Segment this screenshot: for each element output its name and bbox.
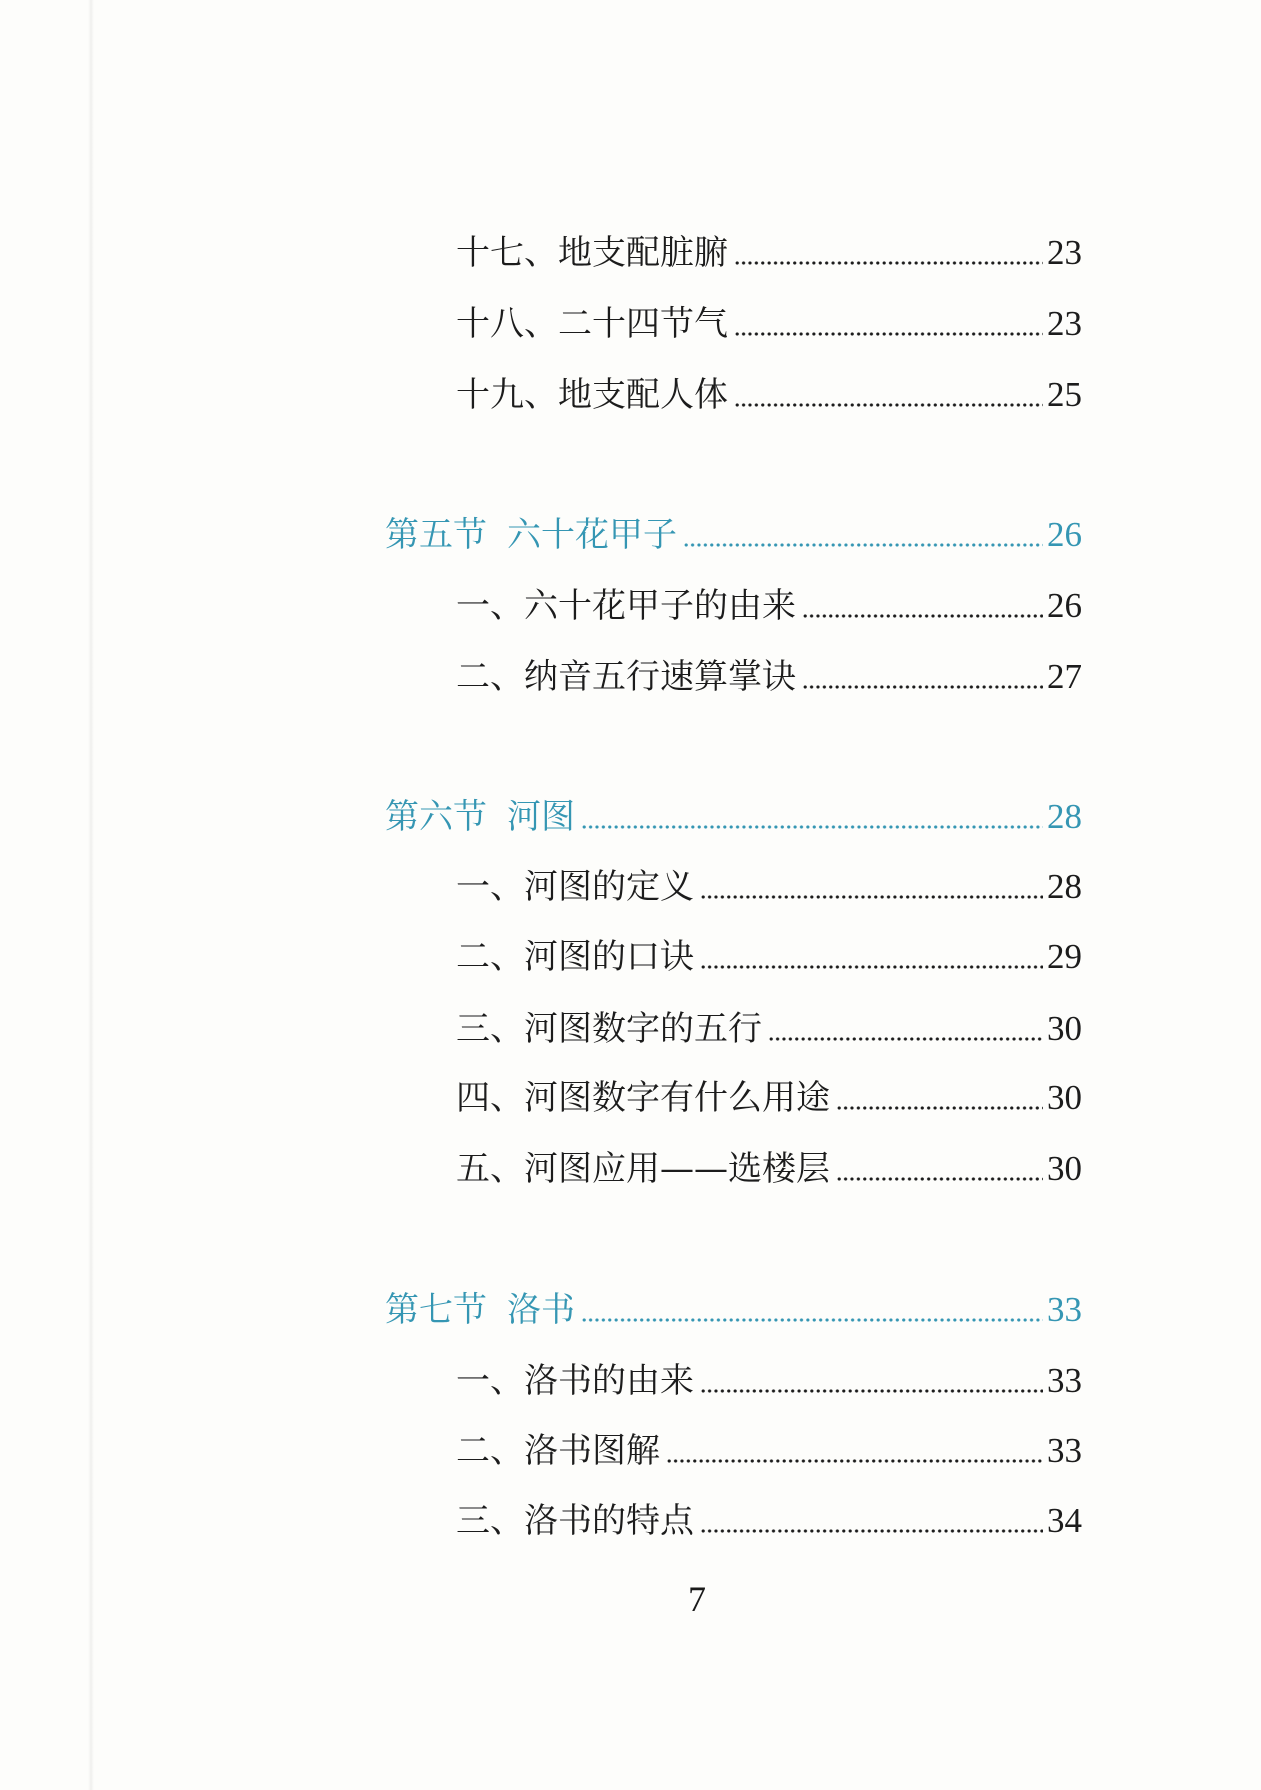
toc-entry — [456, 1006, 1082, 1052]
toc-entry-title: 一、洛书的由来 — [456, 1361, 694, 1401]
dot-leader — [683, 543, 1043, 547]
toc-entry-page: 28 — [1047, 867, 1082, 906]
toc-entry-page: 23 — [1047, 233, 1082, 272]
toc-entry — [456, 230, 1082, 276]
toc-entry-title: 十九、地支配人体 — [456, 375, 728, 415]
section-number: 第六节 — [385, 797, 487, 837]
dot-leader — [734, 403, 1043, 407]
toc-entry-page: 33 — [1047, 1431, 1082, 1470]
toc-section-heading — [385, 1287, 1082, 1333]
toc-entry-title: 十七、地支配脏腑 — [456, 233, 728, 273]
toc-entry-title: 三、洛书的特点 — [456, 1501, 694, 1541]
toc-entry-title: 十八、二十四节气 — [456, 304, 728, 344]
dot-leader — [836, 1106, 1043, 1110]
dot-leader — [581, 825, 1043, 829]
binding-edge-shadow — [88, 0, 94, 1790]
dot-leader — [666, 1459, 1043, 1463]
toc-entry-title: 四、河图数字有什么用途 — [456, 1078, 830, 1118]
section-number: 第五节 — [385, 515, 487, 555]
toc-entry — [456, 654, 1082, 700]
toc-entry-page: 30 — [1047, 1149, 1082, 1188]
section-page: 26 — [1047, 515, 1082, 554]
toc-entry-page: 30 — [1047, 1078, 1082, 1117]
dot-leader — [700, 1529, 1043, 1533]
toc-section-heading — [385, 794, 1082, 840]
toc-entry — [456, 583, 1082, 629]
dot-leader — [700, 965, 1043, 969]
section-name: 洛书 — [507, 1290, 575, 1330]
section-number: 第七节 — [385, 1290, 487, 1330]
toc-entry-title: 二、洛书图解 — [456, 1431, 660, 1471]
toc-entry-title: 一、河图的定义 — [456, 867, 694, 907]
dot-leader — [700, 1389, 1043, 1393]
toc-entry — [456, 1428, 1082, 1474]
toc-entry-title: 二、纳音五行速算掌诀 — [456, 657, 796, 697]
section-page: 33 — [1047, 1290, 1082, 1329]
section-page: 28 — [1047, 797, 1082, 836]
page-number: 7 — [688, 1579, 706, 1619]
toc-entry-page: 30 — [1047, 1009, 1082, 1048]
toc-entry — [456, 1358, 1082, 1404]
toc-entry-page: 29 — [1047, 937, 1082, 976]
dot-leader — [768, 1037, 1043, 1041]
toc-entry-title: 五、河图应用——选楼层 — [456, 1149, 830, 1189]
toc-entry-title: 二、河图的口诀 — [456, 937, 694, 977]
toc-entry — [456, 1498, 1082, 1544]
toc-entry-page: 33 — [1047, 1361, 1082, 1400]
toc-entry-page: 23 — [1047, 304, 1082, 343]
toc-entry — [456, 1075, 1082, 1121]
dot-leader — [836, 1177, 1043, 1181]
toc-entry — [456, 301, 1082, 347]
toc-entry — [456, 864, 1082, 910]
toc-entry — [456, 1146, 1082, 1192]
dot-leader — [734, 261, 1043, 265]
section-name: 六十花甲子 — [507, 515, 677, 555]
toc-entry-page: 34 — [1047, 1501, 1082, 1540]
toc-section-heading — [385, 512, 1082, 558]
toc-entry — [456, 372, 1082, 418]
toc-entry-page: 26 — [1047, 586, 1082, 625]
dot-leader — [802, 685, 1043, 689]
toc-entry — [456, 934, 1082, 980]
dot-leader — [734, 332, 1043, 336]
section-name: 河图 — [507, 797, 575, 837]
dot-leader — [581, 1318, 1043, 1322]
dot-leader — [700, 895, 1043, 899]
toc-entry-page: 25 — [1047, 375, 1082, 414]
toc-entry-title: 一、六十花甲子的由来 — [456, 586, 796, 626]
dot-leader — [802, 614, 1043, 618]
toc-entry-page: 27 — [1047, 657, 1082, 696]
toc-entry-title: 三、河图数字的五行 — [456, 1009, 762, 1049]
